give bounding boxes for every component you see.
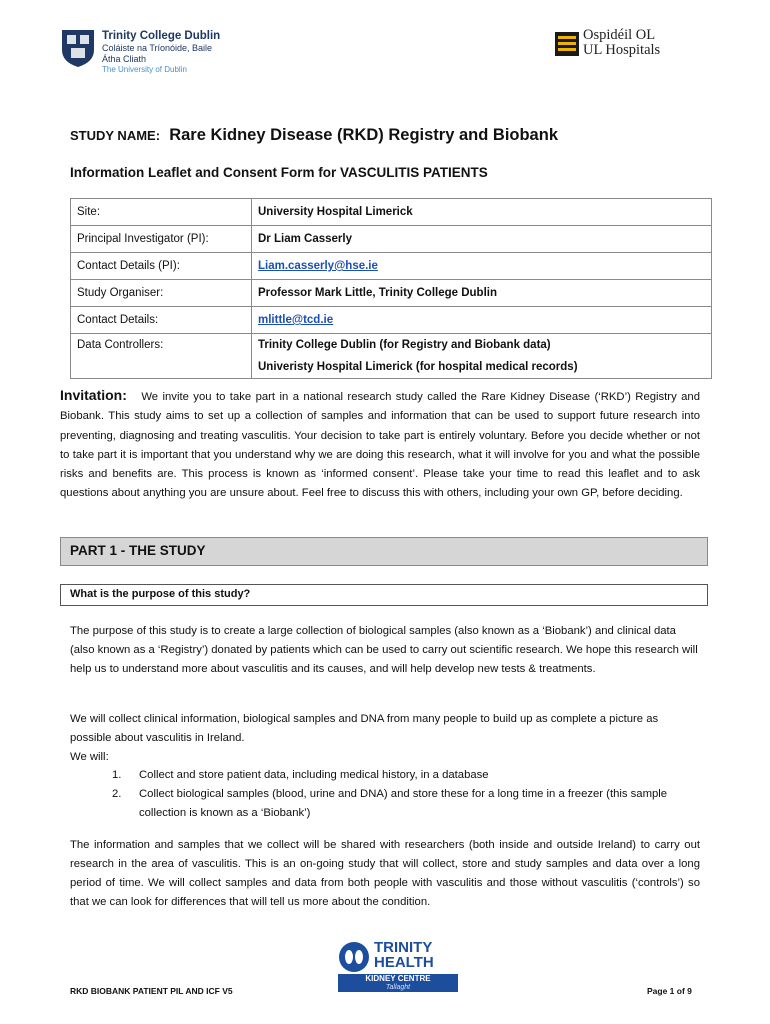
tcd-name: Trinity College Dublin [102,30,221,42]
list-number: 1. [112,769,122,781]
pi-contact-label: Contact Details (PI): [71,253,252,280]
we-will-text: We will: [70,751,109,763]
data-controller-1: Trinity College Dublin (for Registry and Biobank data) [258,339,551,351]
part-1-heading: PART 1 - THE STUDY [70,543,206,558]
table-row [71,253,712,280]
organiser-label: Study Organiser: [71,280,252,307]
study-info-table [70,198,712,379]
invitation-text: We invite you to take part in a national research study called the Rare Kidney Disease (‘RKD’) Registry and Biobank. This study aims to set up a collection of samples and information that can be used to support future research into preventing, diagnosing and treating vasculitis. Your decision to take part is entirely voluntary. Before you decide whether or not to take part it is important that you understand why we are doing this research, what it will involve for you and what the possible risks and benefits are. This process is known as ‘informed consent’. Please take your time to read this leaflet and to ask questions about anything you are unsure about. Feel free to discuss this with others, including your own GP, before deciding. [60,391,700,500]
organiser-value: Professor Mark Little, Trinity College Dublin [252,280,712,307]
pi-contact-cell [252,253,712,280]
site-label: Site: [71,199,252,226]
th-line-1: TRINITY [374,939,433,956]
footer-doc-id: RKD BIOBANK PATIENT PIL AND ICF V5 [70,986,233,996]
list-item [112,785,699,823]
purpose-question-box [60,584,708,606]
table-row [71,199,712,226]
th-line-4: Tallaght [385,984,411,991]
table-row [71,226,712,253]
study-name-value: Rare Kidney Disease (RKD) Registry and Biobank [169,126,558,144]
study-name-label: STUDY NAME: [70,128,161,143]
th-line-2: HEALTH [374,954,434,971]
purpose-paragraph: The purpose of this study is to create a large collection of biological samples (also known as a ‘Biobank’) and clinical data (also known as a ‘Registry’) donated by patients which can be used to carry out scientific research. We hope this research will help us to understand more about vasculitis and its causes, and will help develop new tests & treatments. [70,625,698,675]
part-1-heading-bar [60,537,708,566]
ul-hospitals-logo [555,28,715,62]
list-text: Collect biological samples (blood, urine and DNA) and store these for a long time in a freezer (this sample collection is known as a ‘Biobank’) [139,788,668,819]
organiser-contact-cell [252,307,712,334]
trinity-health-logo [338,940,458,992]
tcd-irish-name: Coláiste na Tríonóide, Baile Átha Cliath [102,43,213,64]
ul-hospitals-icon [555,32,579,56]
purpose-question: What is the purpose of this study? [70,588,251,600]
data-controllers-value [252,334,712,379]
table-row [71,307,712,334]
ul-line-2: UL Hospitals [583,42,661,58]
we-will-list [112,766,699,823]
organiser-contact-label: Contact Details: [71,307,252,334]
invitation-paragraph [60,386,700,504]
th-line-3: KIDNEY CENTRE [365,974,431,983]
list-number: 2. [112,788,122,800]
study-name [70,126,558,145]
tcd-crest-icon [60,28,96,68]
list-item [112,766,699,785]
pi-value: Dr Liam Casserly [252,226,712,253]
footer-page-number: Page 1 of 9 [647,986,692,996]
site-value: University Hospital Limerick [252,199,712,226]
leaflet-title: Information Leaflet and Consent Form for VASCULITIS PATIENTS [70,165,488,180]
data-controllers-label: Data Controllers: [71,334,252,379]
collection-text: We will collect clinical information, biological samples and DNA from many people to build up as complete a picture as possible about vasculitis in Ireland. [70,713,659,744]
table-row [71,280,712,307]
pi-label: Principal Investigator (PI): [71,226,252,253]
list-text: Collect and store patient data, including medical history, in a database [139,769,489,781]
organiser-email-link[interactable]: mlittle@tcd.ie [258,314,334,326]
ul-line-1: Ospidéil OL [583,27,656,43]
pi-email-link[interactable]: Liam.casserly@hse.ie [258,260,378,272]
sharing-paragraph: The information and samples that we collect will be shared with researchers (both inside and outside Ireland) to carry out research in the area of vasculitis. This is an on-going study that will collect, store and study samples and data over a long period of time. We will collect samples and data from both people with vasculitis and those without vasculitis (‘controls’) so that we can look for differences that will tell us more about the condition. [70,839,700,908]
tcd-logo [60,28,230,74]
data-controller-2: Univeristy Hospital Limerick (for hospital medical records) [258,361,578,373]
table-row [71,334,712,379]
collection-paragraph [70,710,700,767]
tcd-university: The University of Dublin [102,65,187,74]
invitation-label: Invitation: [60,387,127,403]
